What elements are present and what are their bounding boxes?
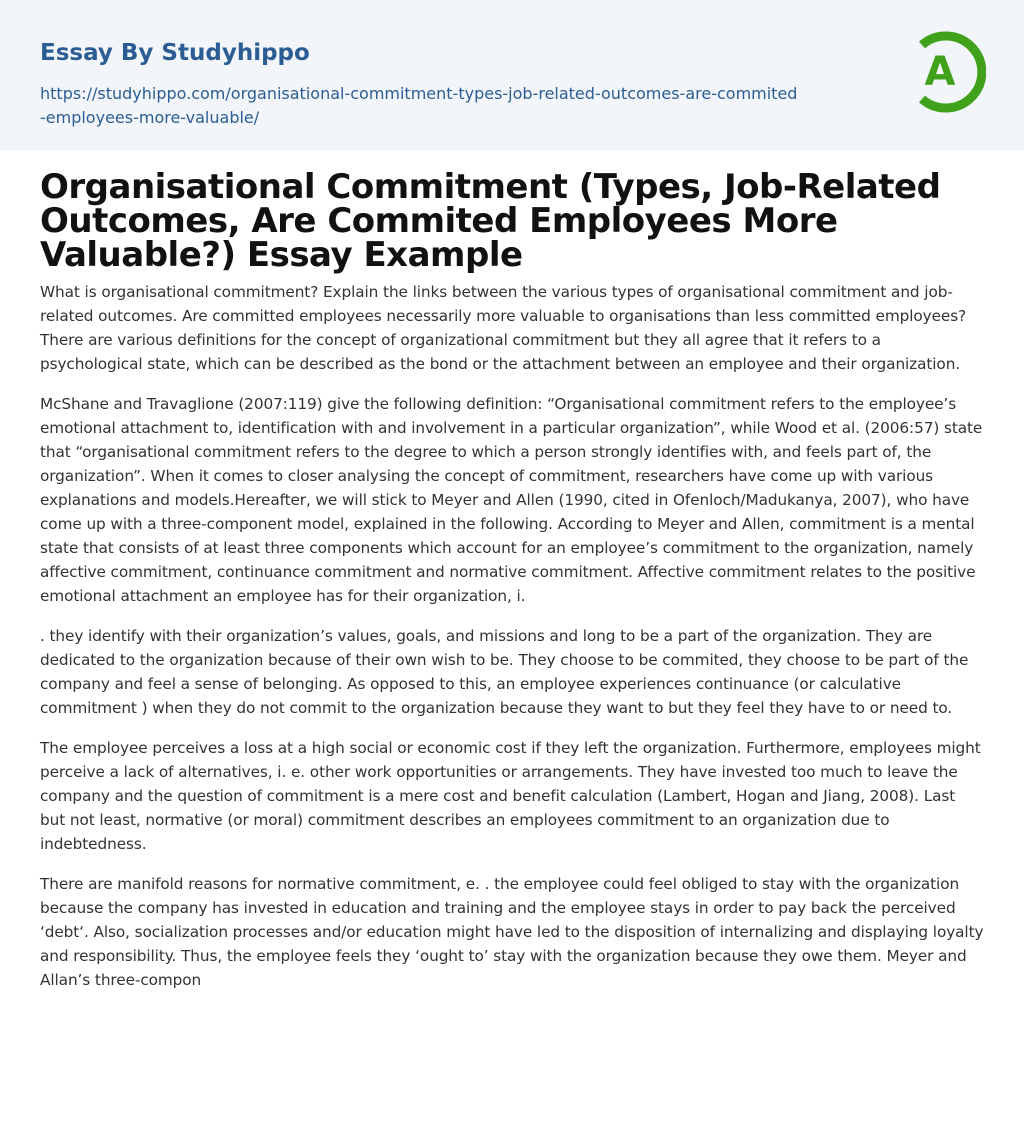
article-paragraph: What is organisational commitment? Explain the links between the various types of organisational commitment and job-related outcomes. Are committed employees necessarily more valuable to organisations than less committed employees? There are various definitions for the concept of organizational commitment but they all agree that it refers to a psychological state, which can be described as the bond or the attachment between an employee and their organization.	[40, 283, 967, 373]
article-paragraph: The employee perceives a loss at a high social or economic cost if they left the organization. Furthermore, employees might perceive a lack of alternatives, i. e. other work opportunities or arrangements. They have invested too much to leave the company and the question of commitment is a mere cost and benefit calculation (Lambert, Hogan and Jiang, 2008). Last but not least, normative (or moral) commitment describes an employees commitment to an organization due to indebtedness.	[40, 739, 981, 853]
source-url-link[interactable]: https://studyhippo.com/organisational-commitment-types-job-related-outcomes-are-commited-employees-more-valuable/	[40, 84, 798, 127]
site-header	[0, 0, 1024, 150]
studyhippo-logo[interactable]	[912, 29, 986, 115]
logo-letter: A	[924, 49, 956, 95]
article-paragraph: McShane and Travaglione (2007:119) give the following definition: “Organisational commitment refers to the employee’s emotional attachment to, identification with and involvement in a particular organization”, while Wood et al. (2006:57) state that “organisational commitment refers to the degree to which a person strongly identifies with, and feels part of, the organization”. When it comes to closer analysing the concept of commitment, researchers have come up with various explanations and models.Hereafter, we will stick to Meyer and Allen (1990, cited in Ofenloch/Madukanya, 2007), who have come up with a three-component model, explained in the following. According to Meyer and Allen, commitment is a mental state that consists of at least three components which account for an employee’s commitment to the organization, namely affective commitment, continuance commitment and normative commitment. Affective commitment relates to the positive emotional attachment an employee has for their organization, i.	[40, 395, 983, 605]
article-paragraph: There are manifold reasons for normative commitment, e. . the employee could feel obliged to stay with the organization because the company has invested in education and training and the employee stays in order to pay back the perceived ‘debt‘. Also, socialization processes and/or education might have led to the disposition of internalizing and displaying loyalty and responsibility. Thus, the employee feels they ‘ought to’ stay with the organization because they owe them. Meyer and Allan’s three-compon	[40, 875, 984, 989]
article	[40, 167, 984, 1008]
logo-icon	[912, 29, 986, 115]
article-paragraph: . they identify with their organization’s values, goals, and missions and long to be a part of the organization. They are dedicated to the organization because of their own wish to be. They choose to be commited, they choose to be part of the company and feel a sense of belonging. As opposed to this, an employee experiences continuance (or calculative commitment ) when they do not commit to the organization because they want to but they feel they have to or need to.	[40, 627, 969, 717]
article-title: Organisational Commitment (Types, Job-Related Outcomes, Are Commited Employees More Valuable?) Essay Example	[40, 167, 941, 275]
site-brand[interactable]: Essay By Studyhippo	[40, 40, 310, 66]
